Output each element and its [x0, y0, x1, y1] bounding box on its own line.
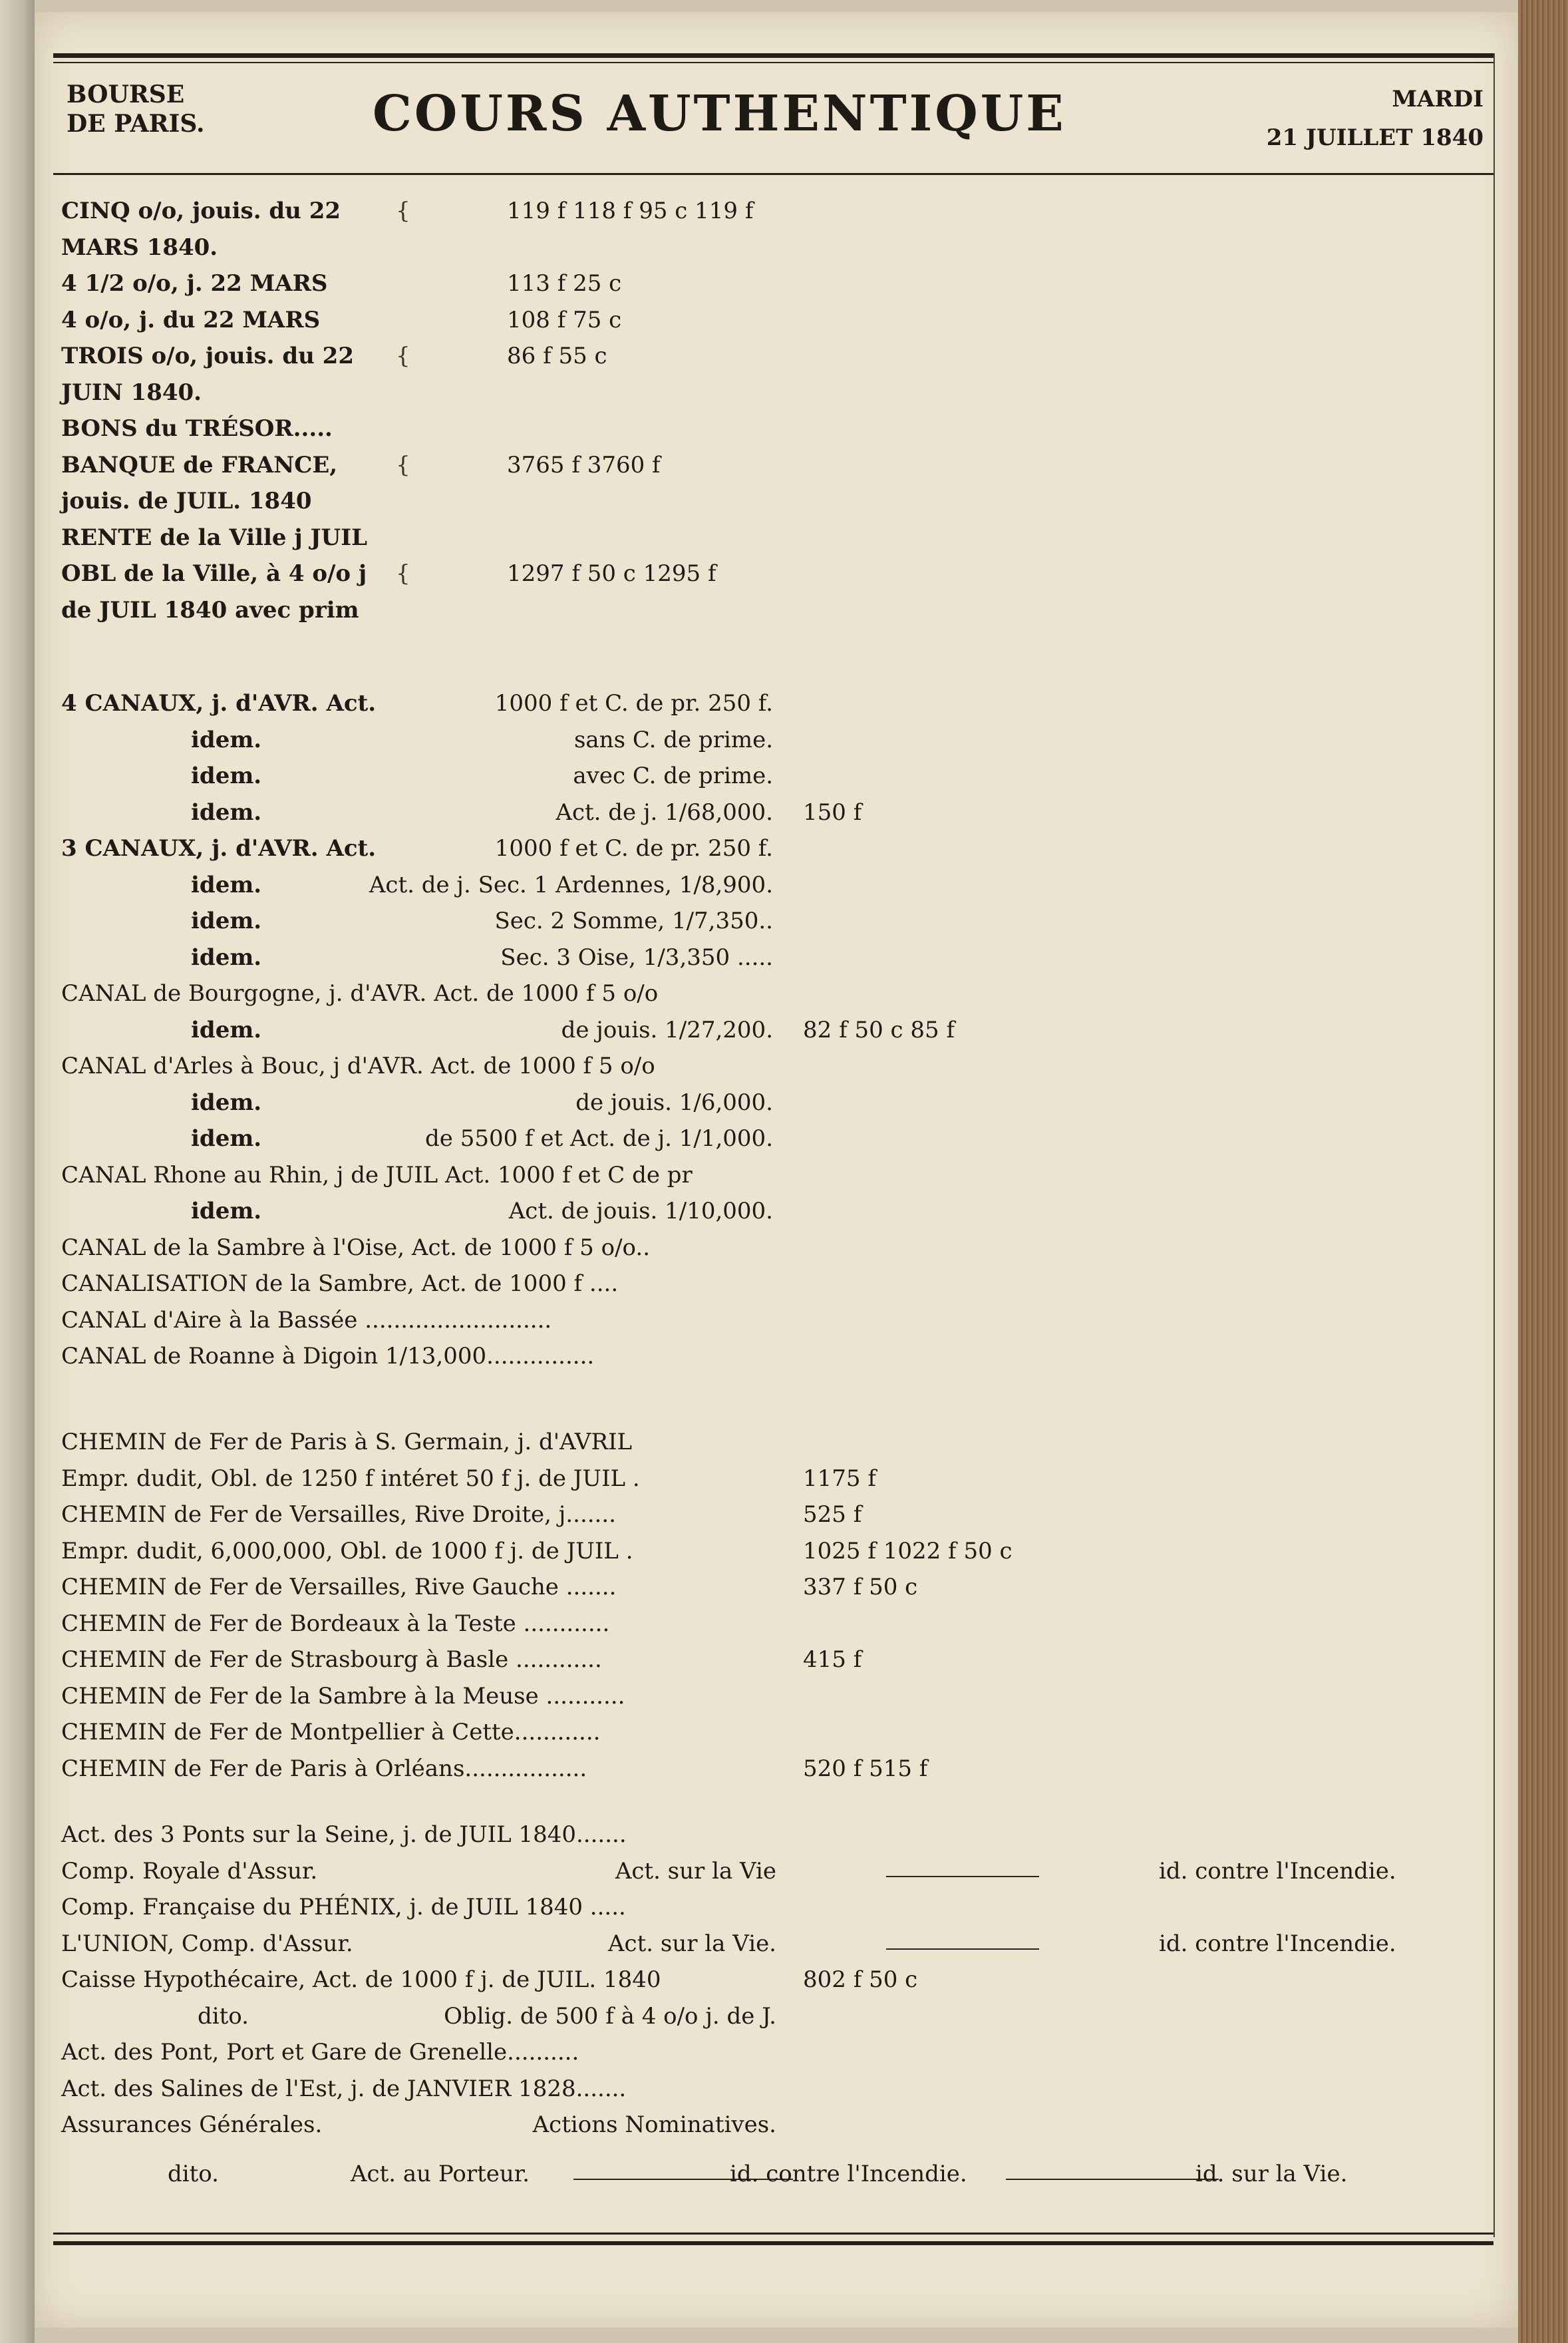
right-column-rule — [1493, 53, 1495, 2237]
divers-row-label: L'UNION, Comp. d'Assur. — [61, 1930, 353, 1957]
divers-row-extra: id. contre l'Incendie. — [1159, 1930, 1396, 1957]
divers-row — [61, 1962, 1485, 1998]
divers-row-label: Act. des 3 Ponts sur la Seine, j. de JUIL 1840....... — [61, 1821, 627, 1848]
canal-row-detail: de jouis. 1/6,000. — [575, 1089, 773, 1116]
divers-row — [61, 1853, 1485, 1889]
canal-row — [61, 1121, 1485, 1157]
chemin-row — [61, 1642, 1485, 1678]
rente-row-label: RENTE de la Ville j JUIL — [61, 524, 368, 551]
blank-line — [886, 1948, 1039, 1950]
rente-row-label: 4 1/2 o/o, j. 22 MARS — [61, 270, 328, 297]
chemin-row — [61, 1461, 1485, 1497]
canal-row — [61, 1338, 1485, 1374]
canal-row-label: idem. — [191, 1016, 262, 1043]
divers-row — [61, 1889, 1485, 1925]
bourse-line2: DE PARIS. — [67, 110, 205, 138]
rente-row-label: OBL de la Ville, à 4 o/o j — [61, 560, 367, 587]
divers-row-detail: Act. sur la Vie. — [608, 1930, 776, 1957]
rente-row-label: de JUIL 1840 avec prim — [61, 596, 359, 624]
canal-row-label: 3 CANAUX, j. d'AVR. Act. — [61, 835, 377, 862]
header-rule — [53, 173, 1493, 175]
rente-row — [61, 266, 1485, 301]
last-row-vie: id. sur la Vie. — [1195, 2161, 1348, 2187]
chemin-row — [61, 1533, 1485, 1569]
chemin-row — [61, 1424, 1485, 1460]
canal-row-detail: Act. de j. 1/68,000. — [555, 799, 773, 826]
canal-row-detail: Act. de jouis. 1/10,000. — [508, 1198, 773, 1224]
canal-row-detail: avec C. de prime. — [573, 763, 773, 789]
grouping-brace: { — [396, 198, 410, 224]
bourse-line1: BOURSE — [67, 81, 185, 108]
binding-gutter — [0, 0, 35, 2343]
blank-line — [1006, 2179, 1219, 2180]
canal-row-label: CANAL de Roanne à Digoin 1/13,000............... — [61, 1343, 595, 1369]
canal-row-label: CANAL d'Arles à Bouc, j d'AVR. Act. de 1000 f 5 o/o — [61, 1053, 655, 1079]
chemin-row — [61, 1678, 1485, 1714]
rente-row-label: JUIN 1840. — [61, 379, 202, 406]
chemin-row-price: 1175 f — [803, 1465, 876, 1492]
canal-row-detail: sans C. de prime. — [573, 726, 773, 753]
rente-row-label: MARS 1840. — [61, 234, 218, 261]
chemin-row — [61, 1751, 1485, 1787]
canal-row-label: idem. — [191, 799, 262, 826]
rente-row-price: 113 f 25 c — [507, 270, 622, 297]
rente-row — [61, 375, 1485, 411]
top-rule-thick — [53, 53, 1493, 58]
chemin-row-label: CHEMIN de Fer de Strasbourg à Basle ............ — [61, 1646, 602, 1673]
canal-row — [61, 1085, 1485, 1121]
canal-row-label: CANAL de Bourgogne, j. d'AVR. Act. de 1000 f 5 o/o — [61, 980, 659, 1007]
chemin-row-label: CHEMIN de Fer de Montpellier à Cette............ — [61, 1719, 601, 1745]
divers-row — [61, 1817, 1485, 1853]
canal-row — [61, 1157, 1485, 1193]
chemin-row-price: 337 f 50 c — [803, 1574, 918, 1600]
canal-row — [61, 1193, 1485, 1229]
bourse-label — [67, 80, 253, 138]
divers-row-label: Comp. Française du PHÉNIX, j. de JUIL 1840 ..... — [61, 1894, 626, 1920]
divers-row-extra: id. contre l'Incendie. — [1159, 1857, 1396, 1885]
date-block — [1171, 80, 1484, 157]
last-row-incendie: id. contre l'Incendie. — [730, 2161, 967, 2187]
rente-row-label: BANQUE de FRANCE, — [61, 451, 338, 478]
day-label: MARDI — [1392, 86, 1484, 112]
divers-row-label: dito. — [198, 2002, 249, 2030]
canal-row-detail: Act. de j. Sec. 1 Ardennes, 1/8,900. — [369, 871, 773, 898]
divers-row-label: Caisse Hypothécaire, Act. de 1000 f j. de JUIL. 1840 — [61, 1966, 661, 1993]
chemin-row-label: Empr. dudit, 6,000,000, Obl. de 1000 f j. de JUIL . — [61, 1537, 633, 1564]
rente-row-price: 3765 f 3760 f — [507, 451, 661, 478]
canal-row — [61, 867, 1485, 903]
chemin-row-price: 525 f — [803, 1501, 862, 1528]
canal-row-label: idem. — [191, 908, 262, 934]
chemin-row — [61, 1714, 1485, 1750]
canal-row — [61, 940, 1485, 976]
canal-row — [61, 903, 1485, 939]
chemin-row-label: Empr. dudit, Obl. de 1250 f intéret 50 f j. de JUIL . — [61, 1465, 640, 1492]
chemin-row-label: CHEMIN de Fer de Versailles, Rive Gauche ....... — [61, 1574, 617, 1600]
rente-row-price: 108 f 75 c — [507, 306, 622, 333]
divers-row-label: Assurances Générales. — [61, 2111, 323, 2138]
chemin-row-label: CHEMIN de Fer de Paris à Orléans................. — [61, 1755, 587, 1782]
divers-row-detail: Act. sur la Vie — [615, 1857, 776, 1885]
canal-row — [61, 758, 1485, 794]
canal-row — [61, 976, 1485, 1011]
rente-row — [61, 338, 1485, 374]
canal-row-detail: 1000 f et C. de pr. 250 f. — [494, 690, 773, 717]
divers-row — [61, 2034, 1485, 2070]
rente-row-price: 86 f 55 c — [507, 343, 607, 369]
rente-row — [61, 447, 1485, 483]
canal-row — [61, 1012, 1485, 1048]
rente-row-label: CINQ o/o, jouis. du 22 — [61, 198, 341, 224]
canal-row-label: 4 CANAUX, j. d'AVR. Act. — [61, 690, 377, 717]
divers-row — [61, 2107, 1485, 2143]
canal-row-label: CANAL d'Aire à la Bassée .......................... — [61, 1306, 552, 1334]
canal-row — [61, 1266, 1485, 1302]
canal-row-label: idem. — [191, 726, 262, 753]
rente-row-price: 119 f 118 f 95 c 119 f — [507, 198, 754, 224]
divers-row-detail: Oblig. de 500 f à 4 o/o j. de J. — [444, 2002, 776, 2030]
divers-row-label: Act. des Salines de l'Est, j. de JANVIER 1828....... — [61, 2075, 627, 2102]
rente-row-price: 1297 f 50 c 1295 f — [507, 560, 716, 587]
canal-row — [61, 1302, 1485, 1338]
page-stack-edge — [1518, 0, 1568, 2343]
bottom-rule-thin — [53, 2233, 1493, 2235]
divers-row — [61, 2071, 1485, 2107]
last-row — [61, 2156, 1485, 2192]
canal-row — [61, 1048, 1485, 1084]
canal-row — [61, 685, 1485, 721]
rente-row-label: TROIS o/o, jouis. du 22 — [61, 343, 354, 369]
rente-row — [61, 193, 1485, 229]
grouping-brace: { — [396, 343, 410, 369]
blank-line — [886, 1876, 1039, 1877]
canal-row-label: CANALISATION de la Sambre, Act. de 1000 f .... — [61, 1270, 619, 1297]
canal-row-label: idem. — [191, 944, 262, 971]
rente-row — [61, 411, 1485, 447]
canal-row-label: idem. — [191, 763, 262, 789]
divers-row-price: 802 f 50 c — [803, 1966, 918, 1993]
chemin-row — [61, 1606, 1485, 1642]
chemin-row — [61, 1497, 1485, 1532]
canal-row — [61, 795, 1485, 830]
canal-row-label: idem. — [191, 1198, 262, 1224]
canal-row — [61, 830, 1485, 866]
canal-row-detail: 1000 f et C. de pr. 250 f. — [494, 835, 773, 862]
chemin-row-label: CHEMIN de Fer de Bordeaux à la Teste ............ — [61, 1610, 610, 1637]
divers-row-label: Act. des Pont, Port et Gare de Grenelle.......... — [61, 2039, 579, 2066]
rente-row-label: BONS du TRÉSOR..... — [61, 415, 333, 442]
canal-row-detail: Sec. 2 Somme, 1/7,350.. — [494, 908, 773, 934]
rente-row — [61, 230, 1485, 266]
canal-row-label: idem. — [191, 1089, 262, 1116]
rente-row — [61, 302, 1485, 338]
top-rule-thin — [53, 62, 1493, 63]
canal-row-label: idem. — [191, 871, 262, 898]
canal-row-detail: Sec. 3 Oise, 1/3,350 ..... — [500, 944, 773, 971]
canal-row — [61, 1230, 1485, 1266]
divers-row-label: Comp. Royale d'Assur. — [61, 1857, 318, 1885]
canal-row-detail: de 5500 f et Act. de j. 1/1,000. — [425, 1125, 773, 1152]
bottom-rule-thick — [53, 2241, 1493, 2245]
chemin-row-label: CHEMIN de Fer de Paris à S. Germain, j. d'AVRIL — [61, 1429, 633, 1455]
last-row-porteur: Act. au Porteur. — [351, 2161, 530, 2187]
chemin-row-label: CHEMIN de Fer de Versailles, Rive Droite, j....... — [61, 1501, 616, 1528]
chemin-row-price: 520 f 515 f — [803, 1755, 928, 1782]
rente-row — [61, 592, 1485, 628]
chemin-row — [61, 1569, 1485, 1605]
divers-row — [61, 1926, 1485, 1962]
rente-row — [61, 556, 1485, 592]
rente-row-label: 4 o/o, j. du 22 MARS — [61, 306, 321, 333]
divers-row — [61, 1998, 1485, 2034]
canal-row-label: CANAL de la Sambre à l'Oise, Act. de 1000 f 5 o/o.. — [61, 1234, 651, 1261]
divers-row-detail: Actions Nominatives. — [532, 2111, 776, 2138]
date-label: 21 JUILLET 1840 — [1266, 124, 1484, 151]
rente-row — [61, 483, 1485, 519]
rente-row-label: jouis. de JUIL. 1840 — [61, 488, 312, 514]
canal-row-price: 82 f 50 c 85 f — [803, 1016, 955, 1043]
chemin-row-price: 1025 f 1022 f 50 c — [803, 1537, 1013, 1564]
rente-row — [61, 520, 1485, 556]
chemin-row-label: CHEMIN de Fer de la Sambre à la Meuse ........... — [61, 1682, 625, 1710]
canal-row-price: 150 f — [803, 799, 862, 826]
canal-row-detail: de jouis. 1/27,200. — [561, 1016, 773, 1043]
canal-row-label: idem. — [191, 1125, 262, 1152]
canal-row — [61, 722, 1485, 758]
last-row-label: dito. — [168, 2161, 219, 2187]
grouping-brace: { — [396, 560, 410, 587]
page-title: COURS AUTHENTIQUE — [373, 85, 1066, 142]
chemin-row-price: 415 f — [803, 1646, 862, 1673]
canal-row-label: CANAL Rhone au Rhin, j de JUIL Act. 1000 f et C de pr — [61, 1161, 693, 1188]
grouping-brace: { — [396, 451, 410, 478]
